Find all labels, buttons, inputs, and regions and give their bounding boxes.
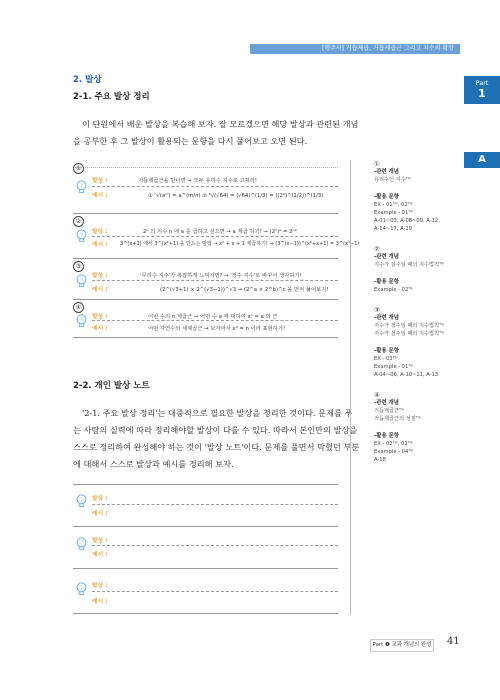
idea-label: 발상 :: [92, 178, 108, 184]
idea-text: 어떤 수의 n 제곱근 → 어떤 수 a 에 대하여 xⁿ = a 의 근: [148, 314, 278, 320]
sidebar-number: ②: [374, 245, 380, 253]
notes-line: 스스로 정리하여 완성해야 하는 것이 '발상 노트'이다. 문제를 풀면서 막혔던 부분: [73, 442, 360, 452]
sidebar-divider: [350, 160, 351, 615]
svg-text:?: ?: [80, 317, 83, 324]
divider: [92, 186, 338, 187]
lightbulb-icon: [75, 274, 88, 290]
divider: [73, 568, 338, 569]
idea-label: 발상 :: [92, 229, 108, 235]
page-number: 41: [447, 636, 460, 647]
sidebar-problem: EX - 02ᵀⁱᵖ, 01ᵀⁱᵖ: [374, 441, 413, 447]
sidebar-problem: EX - 03ᵀⁱᵖ: [374, 356, 398, 362]
sidebar-concept-label: -관련 개념: [374, 400, 399, 406]
example-label: 예시 :: [92, 287, 108, 293]
divider: [92, 504, 338, 505]
sidebar-number: ④: [374, 391, 380, 399]
divider: [92, 320, 338, 321]
sidebar-concept-label: -관련 개념: [374, 169, 399, 175]
example-text: 3^(x+1) 에서 3^(x²+1) 을 만드는 방법 → x² + x + 1 제곱하기! → (3^(x−1))^(x²+x+1) = 3^(x³−1): [120, 241, 360, 247]
sidebar-problem: A-01~03, A-08~09, A-12,: [374, 218, 440, 224]
idea-text: '무리수 지수'가 복잡하게 느껴지면? → '정수 지수'로 바꾸어 생각하기!: [140, 273, 302, 279]
divider: [73, 337, 338, 338]
sidebar-problem: Example - 04ᵀⁱᵖ: [374, 449, 414, 455]
sidebar-block: [374, 245, 484, 294]
notes-line: 는 사람의 실력에 따라 정리해야할 발상이 다를 수 있다. 따라서 본인만의 발상을: [73, 425, 358, 435]
idea-label: 발상 :: [92, 314, 108, 320]
idea-label: 발상 :: [92, 538, 108, 544]
notes-line: '2-1. 주요 발상 정리'는 대중적으로 필요한 발상을 정리한 것이다. 문제를 푸: [82, 408, 353, 418]
divider: [92, 236, 338, 237]
intro-paragraph: [73, 116, 359, 150]
divider: [92, 280, 338, 281]
divider: [73, 258, 338, 259]
divider: [92, 545, 338, 546]
lightbulb-icon: [75, 537, 88, 553]
sidebar-number: ③: [374, 306, 380, 314]
intro-line: 을 공부한 후 그 발상이 활용되는 문항을 다시 풀어보고 오면 된다.: [73, 136, 308, 146]
sidebar-problem: EX - 01ᵀⁱᵖ, 02ᵀⁱᵖ: [374, 202, 413, 208]
section-heading: 2. 발상: [73, 75, 102, 85]
sidebar-concept-label: -관련 개념: [374, 315, 399, 321]
sidebar-concept-label: -관련 개념: [374, 254, 399, 260]
item-number: ②: [73, 216, 84, 227]
sidebar-problem: A-18: [374, 457, 386, 463]
svg-text:?: ?: [80, 183, 83, 190]
lightbulb-icon: [75, 229, 88, 245]
svg-text:?: ?: [80, 540, 83, 547]
example-label: 예시 :: [92, 599, 108, 605]
sidebar-concept: 거듭제곱근ᵀⁱᵖ: [374, 408, 405, 414]
subheading-ideas: 2-1. 주요 발상 정리: [73, 92, 150, 102]
idea-text: 거듭제곱근을 만나면 → 모두 유리수 지수로 고쳐라!: [138, 178, 258, 184]
svg-text:?: ?: [80, 232, 83, 239]
idea-text: 2ⁿ 의 지수 n 에 a 를 곱하고 싶으면 → a 제곱 하기! → (2ⁿ)ᵃ = 2ⁿᵃ: [143, 229, 297, 235]
section-tab: A: [464, 152, 500, 168]
sidebar-problem: Example - 01ᵀⁱᵖ: [374, 364, 414, 370]
svg-text:?: ?: [80, 585, 83, 592]
example-label: 예시 :: [92, 511, 108, 517]
notes-paragraph: [73, 405, 360, 473]
item-number: ①: [73, 163, 84, 174]
svg-text:?: ?: [80, 497, 83, 504]
sidebar-problems-label: -활용 문항: [374, 433, 399, 439]
sidebar-block: [374, 160, 484, 233]
example-label: 예시 :: [92, 552, 108, 558]
example-label: 예시 :: [92, 193, 108, 199]
sidebar-concept: 지수가 정수일 때의 지수법칙ᵀⁱᵖ: [374, 323, 445, 329]
sidebar-block: [374, 391, 484, 464]
sidebar-problems-label: -활용 문항: [374, 348, 399, 354]
part-tab: [464, 76, 500, 104]
sidebar-number: ①: [374, 160, 380, 168]
lightbulb-icon: [75, 180, 88, 196]
sidebar-problem: Example - 01ᵀⁱᵖ: [374, 210, 414, 216]
sidebar-concept: 거듭제곱근의 성질ᵀⁱᵖ: [374, 416, 421, 422]
example-text: ① ⁿ√(aᵐ) = a^(m/n) ② ³√(√64) = (√64)^(1/3) = ((2⁶)^(1/2))^(1/3): [148, 193, 324, 199]
example-label: 예시 :: [92, 242, 108, 248]
idea-label: 발상 :: [92, 273, 108, 279]
divider: [73, 613, 338, 614]
divider: [73, 526, 338, 527]
divider: [73, 484, 338, 485]
divider: [73, 213, 338, 214]
notes-line: 에 대해서 스스로 발상과 예시를 정리해 보자.: [73, 459, 234, 469]
sidebar-block: [374, 306, 484, 379]
example-text: 어떤 자연수의 세제곱근 → 보자마자 x³ = n 이라 표현하기!: [148, 326, 286, 332]
svg-text:?: ?: [80, 277, 83, 284]
intro-line: 이 단원에서 배운 발상을 복습해 보자. 잘 모르겠으면 해당 발상과 관련된 개념: [82, 119, 359, 129]
sidebar-concept: 지수가 실수일 때의 지수법칙ᵀⁱᵖ: [374, 331, 445, 337]
sidebar-concept: 지수가 실수일 때의 지수법칙ᵀⁱᵖ: [374, 262, 445, 268]
part-tab-label: Part: [475, 79, 489, 87]
idea-label: 발상 :: [92, 496, 108, 502]
divider: [92, 591, 338, 592]
divider: [73, 167, 338, 168]
sidebar-problems-label: -활용 문항: [374, 279, 399, 285]
sidebar-concept: 유리수인 지수ᵀⁱᵖ: [374, 177, 411, 183]
sidebar-problem: Example - 02ᵀⁱᵖ: [374, 287, 414, 293]
sidebar-problem: A-14~17, A-19: [374, 226, 413, 232]
example-text: (2^(√3+1) × 2^(√3−1))^√3 → (2^a × 2^b)^c 을 먼저 풀어보기!: [160, 287, 329, 293]
footer-part-label: Part ❶ 교과 개념의 완성: [370, 639, 434, 652]
divider: [73, 299, 338, 300]
lightbulb-icon: [75, 494, 88, 510]
sidebar-problems-label: -활용 문항: [374, 194, 399, 200]
item-number: ③: [73, 261, 84, 272]
subheading-notes: 2-2. 개인 발상 노트: [73, 381, 150, 391]
header-breadcrumb: [행주사] 거듭제곱, 거듭제곱근 그리고 지수의 확장: [250, 44, 460, 54]
sidebar-notes: [374, 160, 484, 464]
example-label: 예시 :: [92, 326, 108, 332]
idea-label: 발상 :: [92, 583, 108, 589]
lightbulb-icon: [75, 582, 88, 598]
part-tab-number: 1: [478, 87, 486, 100]
lightbulb-icon: [75, 314, 88, 330]
sidebar-problem: A-04~06, A-10~11, A-13: [374, 372, 439, 378]
item-number: ④: [73, 302, 84, 313]
